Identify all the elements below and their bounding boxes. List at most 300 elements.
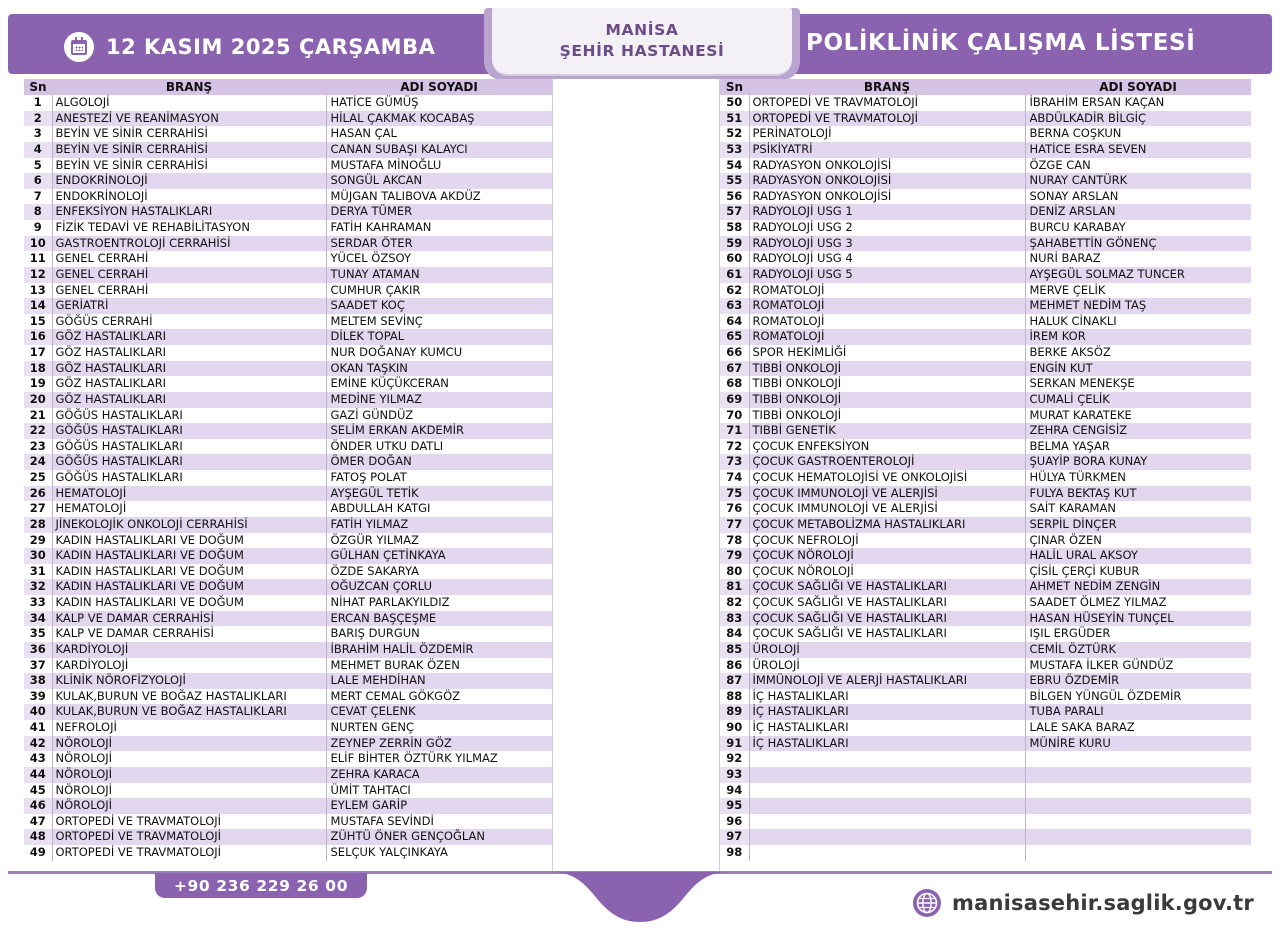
row-doctor-name: HASAN ÇAL: [326, 126, 552, 142]
row-number: 81: [720, 579, 749, 595]
row-doctor-name: [1025, 814, 1251, 830]
row-doctor-name: [1025, 798, 1251, 814]
row-number: 86: [720, 658, 749, 674]
row-number: 72: [720, 439, 749, 455]
table-row: [720, 689, 1251, 705]
table-row: [720, 673, 1251, 689]
row-number: 7: [24, 189, 52, 205]
row-doctor-name: SAADET KOÇ: [326, 298, 552, 314]
row-doctor-name: CEVAT ÇELENK: [326, 704, 552, 720]
row-branch: KADIN HASTALIKLARI VE DOĞUM: [52, 595, 326, 611]
row-number: 74: [720, 470, 749, 486]
table-row: [24, 704, 552, 720]
row-number: 91: [720, 736, 749, 752]
row-branch: [749, 783, 1025, 799]
row-doctor-name: ZEHRA KARACA: [326, 767, 552, 783]
website-link[interactable]: [912, 888, 1254, 918]
table-row: [720, 564, 1251, 580]
row-branch: İÇ HASTALIKLARI: [749, 720, 1025, 736]
table-row: [24, 329, 552, 345]
row-doctor-name: MÜJGAN TALIBOVA AKDÜZ: [326, 189, 552, 205]
row-number: 10: [24, 236, 52, 252]
row-doctor-name: EYLEM GARİP: [326, 798, 552, 814]
table-row: [720, 845, 1251, 861]
row-doctor-name: HALİL URAL AKSOY: [1025, 548, 1251, 564]
phone-number[interactable]: +90 236 229 26 00: [155, 873, 367, 898]
row-number: 53: [720, 142, 749, 158]
row-doctor-name: ÜMİT TAHTACI: [326, 783, 552, 799]
row-branch: KARDİYOLOJİ: [52, 642, 326, 658]
table-row: [24, 314, 552, 330]
row-doctor-name: EMİNE KÜÇÜKCERAN: [326, 376, 552, 392]
row-branch: ORTOPEDİ VE TRAVMATOLOJİ: [749, 111, 1025, 127]
row-number: 76: [720, 501, 749, 517]
table-row: [24, 470, 552, 486]
row-doctor-name: EBRU ÖZDEMİR: [1025, 673, 1251, 689]
date-text: 12 KASIM 2025 ÇARŞAMBA: [106, 35, 436, 59]
row-number: 1: [24, 95, 52, 111]
table-header-row: [720, 79, 1251, 95]
table-row: [24, 845, 552, 861]
row-branch: BEYİN VE SİNİR CERRAHİSİ: [52, 158, 326, 174]
row-doctor-name: DENİZ ARSLAN: [1025, 204, 1251, 220]
table-row: [24, 267, 552, 283]
row-number: 98: [720, 845, 749, 861]
row-branch: GASTROENTROLOJİ CERRAHİSİ: [52, 236, 326, 252]
row-number: 8: [24, 204, 52, 220]
row-branch: NÖROLOJİ: [52, 751, 326, 767]
table-row: [720, 376, 1251, 392]
row-doctor-name: DERYA TÜMER: [326, 204, 552, 220]
row-branch: İÇ HASTALIKLARI: [749, 736, 1025, 752]
row-number: 9: [24, 220, 52, 236]
table-row: [720, 142, 1251, 158]
row-doctor-name: AYŞEGÜL TETİK: [326, 486, 552, 502]
row-branch: RADYASYON ONKOLOJİSİ: [749, 189, 1025, 205]
row-branch: ÇOCUK IMMUNOLOJİ VE ALERJİSİ: [749, 501, 1025, 517]
row-doctor-name: MERT CEMAL GÖKGÖZ: [326, 689, 552, 705]
row-number: 87: [720, 673, 749, 689]
row-number: 27: [24, 501, 52, 517]
table-row: [24, 611, 552, 627]
row-number: 89: [720, 704, 749, 720]
row-branch: İMMÜNOLOJİ VE ALERJİ HASTALIKLARI: [749, 673, 1025, 689]
row-branch: KLİNİK NÖROFİZYOLOJİ: [52, 673, 326, 689]
row-branch: KALP VE DAMAR CERRAHİSİ: [52, 626, 326, 642]
center-gap: [553, 79, 719, 871]
row-number: 41: [24, 720, 52, 736]
table-row: [720, 829, 1251, 845]
table-row: [24, 376, 552, 392]
row-doctor-name: SERKAN MENEKŞE: [1025, 376, 1251, 392]
row-doctor-name: SONGÜL AKCAN: [326, 173, 552, 189]
row-number: 43: [24, 751, 52, 767]
row-branch: ORTOPEDİ VE TRAVMATOLOJİ: [749, 95, 1025, 111]
row-branch: [749, 751, 1025, 767]
table-row: [24, 767, 552, 783]
row-doctor-name: SONAY ARSLAN: [1025, 189, 1251, 205]
row-number: 90: [720, 720, 749, 736]
table-row: [720, 783, 1251, 799]
row-doctor-name: BURCU KARABAY: [1025, 220, 1251, 236]
table-row: [24, 454, 552, 470]
calendar-icon: [64, 32, 94, 62]
row-number: 14: [24, 298, 52, 314]
row-doctor-name: NİHAT PARLAKYILDIZ: [326, 595, 552, 611]
row-number: 42: [24, 736, 52, 752]
row-number: 66: [720, 345, 749, 361]
row-number: 19: [24, 376, 52, 392]
table-row: [720, 173, 1251, 189]
table-row: [24, 236, 552, 252]
row-number: 31: [24, 564, 52, 580]
table-row: [24, 564, 552, 580]
row-number: 68: [720, 376, 749, 392]
table-row: [720, 642, 1251, 658]
table-row: [24, 142, 552, 158]
table-row: [720, 736, 1251, 752]
row-branch: TIBBİ ONKOLOJİ: [749, 392, 1025, 408]
row-doctor-name: ÖZGÜR YILMAZ: [326, 533, 552, 549]
row-branch: ÇOCUK SAĞLIĞI VE HASTALIKLARI: [749, 579, 1025, 595]
row-number: 30: [24, 548, 52, 564]
table-row: [720, 454, 1251, 470]
row-number: 12: [24, 267, 52, 283]
row-number: 35: [24, 626, 52, 642]
header-date: [64, 30, 435, 64]
column-header-sn: Sn: [24, 79, 52, 95]
row-doctor-name: ÖZGE CAN: [1025, 158, 1251, 174]
row-number: 3: [24, 126, 52, 142]
row-doctor-name: LALE SAKA BARAZ: [1025, 720, 1251, 736]
row-branch: BEYİN VE SİNİR CERRAHİSİ: [52, 142, 326, 158]
row-branch: ÇOCUK IMMUNOLOJİ VE ALERJİSİ: [749, 486, 1025, 502]
row-doctor-name: FATİH YILMAZ: [326, 517, 552, 533]
hospital-name-line2: ŞEHİR HASTANESİ: [559, 42, 725, 60]
row-doctor-name: MEDİNE YILMAZ: [326, 392, 552, 408]
table-row: [720, 251, 1251, 267]
table-row: [720, 361, 1251, 377]
row-doctor-name: MUSTAFA İLKER GÜNDÜZ: [1025, 658, 1251, 674]
column-header-name: ADI SOYADI: [1025, 79, 1251, 95]
row-branch: GÖZ HASTALIKLARI: [52, 376, 326, 392]
page-title: POLİKLİNİK ÇALIŞMA LİSTESİ: [806, 30, 1196, 56]
row-number: 32: [24, 579, 52, 595]
row-doctor-name: NUR DOĞANAY KUMCU: [326, 345, 552, 361]
row-branch: [749, 814, 1025, 830]
table-row: [24, 533, 552, 549]
row-branch: ÇOCUK NÖROLOJİ: [749, 564, 1025, 580]
table-row: [720, 189, 1251, 205]
row-doctor-name: BELMA YAŞAR: [1025, 439, 1251, 455]
row-number: 88: [720, 689, 749, 705]
row-doctor-name: DİLEK TOPAL: [326, 329, 552, 345]
table-row: [24, 283, 552, 299]
row-number: 18: [24, 361, 52, 377]
row-doctor-name: İBRAHİM HALİL ÖZDEMİR: [326, 642, 552, 658]
row-number: 79: [720, 548, 749, 564]
row-branch: ÇOCUK METABOLİZMA HASTALIKLARI: [749, 517, 1025, 533]
table-row: [720, 517, 1251, 533]
table-row: [720, 486, 1251, 502]
row-number: 44: [24, 767, 52, 783]
table-row: [720, 267, 1251, 283]
table-row: [720, 408, 1251, 424]
row-doctor-name: TUBA PARALI: [1025, 704, 1251, 720]
row-doctor-name: CANAN SUBAŞI KALAYCI: [326, 142, 552, 158]
row-number: 4: [24, 142, 52, 158]
table-row: [720, 501, 1251, 517]
table-row: [720, 751, 1251, 767]
row-doctor-name: AYŞEGÜL SOLMAZ TUNCER: [1025, 267, 1251, 283]
row-branch: KALP VE DAMAR CERRAHİSİ: [52, 611, 326, 627]
table-row: [720, 767, 1251, 783]
row-branch: [749, 829, 1025, 845]
row-number: 92: [720, 751, 749, 767]
row-doctor-name: HASAN HÜSEYİN TUNÇEL: [1025, 611, 1251, 627]
table-row: [24, 517, 552, 533]
row-number: 17: [24, 345, 52, 361]
table-row: [24, 548, 552, 564]
row-branch: GÖĞÜS CERRAHİ: [52, 314, 326, 330]
row-doctor-name: OĞUZCAN ÇORLU: [326, 579, 552, 595]
table-row: [24, 626, 552, 642]
row-branch: ÇOCUK GASTROENTEROLOJİ: [749, 454, 1025, 470]
row-number: 38: [24, 673, 52, 689]
row-branch: ROMATOLOJİ: [749, 329, 1025, 345]
row-branch: ROMATOLOJİ: [749, 298, 1025, 314]
row-branch: NEFROLOJİ: [52, 720, 326, 736]
row-branch: GÖĞÜS HASTALIKLARI: [52, 470, 326, 486]
row-doctor-name: [1025, 845, 1251, 861]
row-doctor-name: ŞAHABETTİN GÖNENÇ: [1025, 236, 1251, 252]
row-number: 28: [24, 517, 52, 533]
row-number: 60: [720, 251, 749, 267]
column-header-sn: Sn: [720, 79, 749, 95]
row-number: 64: [720, 314, 749, 330]
row-doctor-name: MURAT KARATEKE: [1025, 408, 1251, 424]
row-branch: ORTOPEDİ VE TRAVMATOLOJİ: [52, 845, 326, 861]
row-doctor-name: HÜLYA TÜRKMEN: [1025, 470, 1251, 486]
table-row: [720, 423, 1251, 439]
row-number: 73: [720, 454, 749, 470]
table-row: [720, 611, 1251, 627]
row-doctor-name: NURAY CANTÜRK: [1025, 173, 1251, 189]
table-row: [24, 689, 552, 705]
row-branch: [749, 767, 1025, 783]
row-doctor-name: MÜNİRE KURU: [1025, 736, 1251, 752]
row-doctor-name: [1025, 783, 1251, 799]
row-number: 39: [24, 689, 52, 705]
table-row: [24, 798, 552, 814]
table-row: [720, 158, 1251, 174]
row-branch: TIBBİ ONKOLOJİ: [749, 376, 1025, 392]
row-doctor-name: ELİF BİHTER ÖZTÜRK YILMAZ: [326, 751, 552, 767]
row-number: 47: [24, 814, 52, 830]
row-doctor-name: NURTEN GENÇ: [326, 720, 552, 736]
table-row: [720, 220, 1251, 236]
row-branch: ÇOCUK ENFEKSİYON: [749, 439, 1025, 455]
table-row: [720, 704, 1251, 720]
row-doctor-name: LALE MEHDİHAN: [326, 673, 552, 689]
row-doctor-name: ÖMER DOĞAN: [326, 454, 552, 470]
row-branch: RADYASYON ONKOLOJİSİ: [749, 158, 1025, 174]
row-branch: ORTOPEDİ VE TRAVMATOLOJİ: [52, 829, 326, 845]
row-number: 97: [720, 829, 749, 845]
row-branch: RADYOLOJİ USG 2: [749, 220, 1025, 236]
table-row: [720, 470, 1251, 486]
row-doctor-name: ZÜHTÜ ÖNER GENÇOĞLAN: [326, 829, 552, 845]
row-branch: İÇ HASTALIKLARI: [749, 704, 1025, 720]
row-branch: GENEL CERRAHİ: [52, 251, 326, 267]
column-header-branch: BRANŞ: [749, 79, 1025, 95]
row-branch: ÇOCUK SAĞLIĞI VE HASTALIKLARI: [749, 626, 1025, 642]
row-doctor-name: ABDÜLKADİR BİLGİÇ: [1025, 111, 1251, 127]
row-branch: ÇOCUK NEFROLOJİ: [749, 533, 1025, 549]
row-branch: ENDOKRİNOLOJİ: [52, 189, 326, 205]
row-number: 52: [720, 126, 749, 142]
row-number: 80: [720, 564, 749, 580]
row-doctor-name: OKAN TAŞKIN: [326, 361, 552, 377]
row-doctor-name: SELİM ERKAN AKDEMİR: [326, 423, 552, 439]
row-doctor-name: BARIŞ DURGUN: [326, 626, 552, 642]
row-branch: RADYOLOJİ USG 5: [749, 267, 1025, 283]
website-text[interactable]: manisasehir.saglik.gov.tr: [952, 891, 1254, 915]
row-number: 84: [720, 626, 749, 642]
row-doctor-name: GAZİ GÜNDÜZ: [326, 408, 552, 424]
table-row: [24, 783, 552, 799]
table-row: [24, 392, 552, 408]
row-number: 34: [24, 611, 52, 627]
row-doctor-name: HALUK CİNAKLI: [1025, 314, 1251, 330]
row-branch: TIBBİ GENETİK: [749, 423, 1025, 439]
column-header-branch: BRANŞ: [52, 79, 326, 95]
row-doctor-name: ABDULLAH KATGI: [326, 501, 552, 517]
table-row: [24, 720, 552, 736]
table-row: [24, 579, 552, 595]
row-doctor-name: BERNA COŞKUN: [1025, 126, 1251, 142]
row-doctor-name: BERKE AKSÖZ: [1025, 345, 1251, 361]
table-row: [24, 251, 552, 267]
row-number: 45: [24, 783, 52, 799]
row-doctor-name: FATİH KAHRAMAN: [326, 220, 552, 236]
table-row: [24, 361, 552, 377]
row-branch: HEMATOLOJİ: [52, 486, 326, 502]
table-row: [720, 314, 1251, 330]
table-row: [24, 642, 552, 658]
row-number: 36: [24, 642, 52, 658]
row-branch: ENDOKRİNOLOJİ: [52, 173, 326, 189]
row-doctor-name: CUMHUR ÇAKIR: [326, 283, 552, 299]
row-branch: RADYOLOJİ USG 3: [749, 236, 1025, 252]
row-number: 94: [720, 783, 749, 799]
row-number: 69: [720, 392, 749, 408]
row-branch: [749, 798, 1025, 814]
row-branch: ANESTEZİ VE REANİMASYON: [52, 111, 326, 127]
row-number: 22: [24, 423, 52, 439]
row-number: 16: [24, 329, 52, 345]
table-row: [720, 204, 1251, 220]
row-branch: GÖĞÜS HASTALIKLARI: [52, 408, 326, 424]
row-doctor-name: İBRAHİM ERSAN KAÇAN: [1025, 95, 1251, 111]
table-row: [720, 798, 1251, 814]
row-branch: KADIN HASTALIKLARI VE DOĞUM: [52, 533, 326, 549]
row-doctor-name: IŞIL ERGÜDER: [1025, 626, 1251, 642]
table-row: [24, 814, 552, 830]
row-branch: JİNEKOLOJİK ONKOLOJİ CERRAHİSİ: [52, 517, 326, 533]
row-doctor-name: MELTEM SEVİNÇ: [326, 314, 552, 330]
row-number: 62: [720, 283, 749, 299]
row-branch: KARDİYOLOJİ: [52, 658, 326, 674]
row-number: 65: [720, 329, 749, 345]
row-branch: HEMATOLOJİ: [52, 501, 326, 517]
row-doctor-name: MUSTAFA MİNOĞLU: [326, 158, 552, 174]
row-number: 56: [720, 189, 749, 205]
table-row: [24, 751, 552, 767]
row-doctor-name: YÜCEL ÖZSOY: [326, 251, 552, 267]
row-number: 70: [720, 408, 749, 424]
row-branch: PSİKİYATRİ: [749, 142, 1025, 158]
row-number: 26: [24, 486, 52, 502]
row-doctor-name: SERPİL DİNÇER: [1025, 517, 1251, 533]
row-doctor-name: ÇİSİL ÇERÇİ KUBUR: [1025, 564, 1251, 580]
row-number: 23: [24, 439, 52, 455]
footer-center-tab: [556, 872, 724, 924]
row-number: 33: [24, 595, 52, 611]
row-doctor-name: MEHMET BURAK ÖZEN: [326, 658, 552, 674]
table-row: [720, 548, 1251, 564]
row-number: 71: [720, 423, 749, 439]
row-branch: RADYOLOJİ USG 1: [749, 204, 1025, 220]
table-row: [720, 345, 1251, 361]
row-doctor-name: İREM KOR: [1025, 329, 1251, 345]
row-branch: GÖZ HASTALIKLARI: [52, 345, 326, 361]
row-doctor-name: AHMET NEDİM ZENGİN: [1025, 579, 1251, 595]
row-number: 55: [720, 173, 749, 189]
row-branch: TIBBİ ONKOLOJİ: [749, 408, 1025, 424]
table-row: [24, 408, 552, 424]
row-branch: NÖROLOJİ: [52, 736, 326, 752]
table-row: [24, 95, 552, 111]
row-branch: ÜROLOJİ: [749, 658, 1025, 674]
row-number: 82: [720, 595, 749, 611]
row-branch: ÜROLOJİ: [749, 642, 1025, 658]
row-doctor-name: ŞUAYİP BORA KUNAY: [1025, 454, 1251, 470]
row-doctor-name: GÜLHAN ÇETİNKAYA: [326, 548, 552, 564]
column-header-name: ADI SOYADI: [326, 79, 552, 95]
row-doctor-name: NURİ BARAZ: [1025, 251, 1251, 267]
row-number: 83: [720, 611, 749, 627]
row-doctor-name: [1025, 751, 1251, 767]
row-branch: NÖROLOJİ: [52, 783, 326, 799]
table-row: [24, 158, 552, 174]
table-row: [24, 673, 552, 689]
table-row: [24, 126, 552, 142]
row-number: 67: [720, 361, 749, 377]
row-number: 48: [24, 829, 52, 845]
table-row: [24, 173, 552, 189]
row-doctor-name: SAİT KARAMAN: [1025, 501, 1251, 517]
row-doctor-name: ÇINAR ÖZEN: [1025, 533, 1251, 549]
row-branch: ORTOPEDİ VE TRAVMATOLOJİ: [52, 814, 326, 830]
table-row: [24, 423, 552, 439]
row-doctor-name: ÖZDE SAKARYA: [326, 564, 552, 580]
row-number: 57: [720, 204, 749, 220]
table-row: [24, 501, 552, 517]
row-number: 85: [720, 642, 749, 658]
table-row: [720, 298, 1251, 314]
row-number: 11: [24, 251, 52, 267]
